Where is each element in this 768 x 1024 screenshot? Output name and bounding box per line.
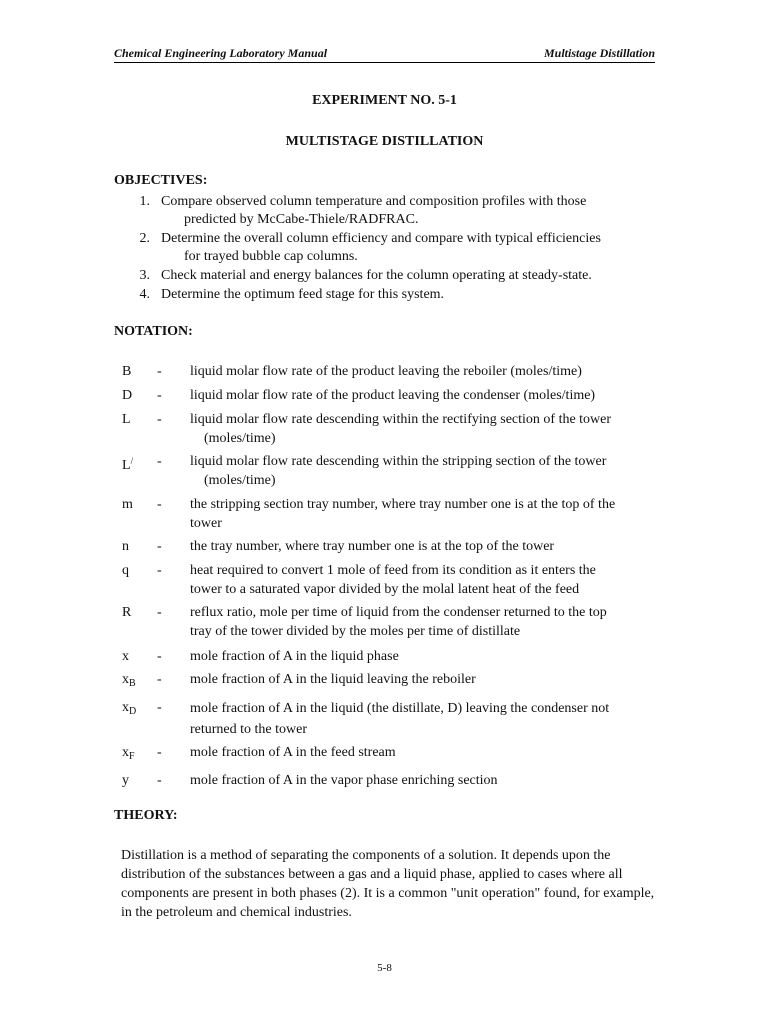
notation-dash: - <box>157 388 162 403</box>
objective-number: 2. <box>139 231 150 246</box>
notation-definition: the tray number, where tray number one is at the top of the tower <box>190 539 555 554</box>
notation-symbol: q <box>122 563 129 578</box>
notation-symbol: y <box>122 773 129 788</box>
experiment-title: EXPERIMENT NO. 5-1 <box>312 93 457 108</box>
notation-definition: liquid molar flow rate descending within the stripping section of the tower <box>190 454 607 469</box>
notation-definition: liquid molar flow rate descending within the rectifying section of the tower <box>190 412 612 427</box>
notation-symbol: m <box>122 497 133 512</box>
notation-definition: heat required to convert 1 mole of feed from its condition as it enters the <box>190 563 596 578</box>
theory-heading: THEORY: <box>114 808 178 823</box>
notation-definition: mole fraction of A in the vapor phase enriching section <box>190 773 498 788</box>
subscript: B <box>129 678 136 689</box>
notation-symbol: L <box>122 412 131 427</box>
notation-definition: mole fraction of A in the liquid (the distillate, D) leaving the condenser not <box>190 701 610 716</box>
header-manual-title: Chemical Engineering Laboratory Manual <box>114 46 328 60</box>
notation-heading: NOTATION: <box>114 324 193 339</box>
notation-symbol: R <box>122 605 132 620</box>
notation-symbol: x <box>122 649 129 664</box>
notation-symbol: $x_B$ <box>122 672 136 689</box>
notation-symbol: D <box>122 388 133 403</box>
notation-definition: liquid molar flow rate of the product leaving the reboiler (moles/time) <box>190 364 582 379</box>
notation-definition: mole fraction of A in the feed stream <box>190 745 396 760</box>
main-title: MULTISTAGE DISTILLATION <box>285 134 484 149</box>
notation-definition: mole fraction of A in the liquid leaving the reboiler <box>190 672 476 687</box>
objective-text: Determine the optimum feed stage for this system. <box>161 287 445 302</box>
notation-dash: - <box>157 672 162 687</box>
notation-symbol: $x_F$ <box>122 745 135 762</box>
objective-text-cont: predicted by McCabe-Thiele/RADFRAC. <box>184 212 419 227</box>
notation-definition: the stripping section tray number, where tray number one is at the top of the <box>190 497 616 512</box>
objectives-heading: OBJECTIVES: <box>114 173 208 188</box>
theory-paragraph: Distillation is a method of separating the components of a solution. It depends upon the distribution of the substances between a gas and a liquid phase, applied to cases where all components are present in both phases (2). It is a common "unit operation" found, for example, in the petroleum and chemical industries. <box>121 848 655 920</box>
objective-number: 1. <box>139 194 150 209</box>
objective-number: 4. <box>139 287 150 302</box>
page-number: 5-8 <box>377 962 392 974</box>
header-chapter-title: Multistage Distillation <box>543 46 655 60</box>
notation-symbol: $x_D$ <box>122 700 137 717</box>
notation-dash: - <box>157 605 162 620</box>
notation-dash: - <box>157 412 162 427</box>
objective-text: Check material and energy balances for the column operating at steady-state. <box>161 268 592 283</box>
notation-dash: - <box>157 700 162 715</box>
notation-dash: - <box>157 773 162 788</box>
notation-symbol: n <box>122 539 129 554</box>
subscript: D <box>129 706 137 717</box>
notation-definition-cont: (moles/time) <box>204 473 276 488</box>
notation-definition-cont: returned to the tower <box>190 722 308 737</box>
objective-text-cont: for trayed bubble cap columns. <box>184 249 358 264</box>
notation-dash: - <box>157 649 162 664</box>
objective-text: Determine the overall column efficiency and compare with typical efficiencies <box>161 231 601 246</box>
notation-definition: mole fraction of A in the liquid phase <box>190 649 399 664</box>
notation-dash: - <box>157 454 162 469</box>
notation-definition-cont: tower to a saturated vapor divided by the molal latent heat of the feed <box>190 582 580 597</box>
objective-text: Compare observed column temperature and composition profiles with those <box>161 194 587 209</box>
notation-dash: - <box>157 497 162 512</box>
notation-definition-cont: tower <box>190 516 222 531</box>
notation-dash: - <box>157 364 162 379</box>
subscript: F <box>129 751 135 762</box>
notation-dash: - <box>157 539 162 554</box>
notation-definition: liquid molar flow rate of the product leaving the condenser (moles/time) <box>190 388 596 403</box>
notation-definition-cont: (moles/time) <box>204 431 276 446</box>
notation-symbol: B <box>122 364 132 379</box>
notation-symbol: L/ <box>122 456 134 473</box>
prime-mark: / <box>130 456 134 466</box>
notation-definition-cont: tray of the tower divided by the moles per time of distillate <box>190 624 521 639</box>
notation-dash: - <box>157 563 162 578</box>
notation-definition: reflux ratio, mole per time of liquid from the condenser returned to the top <box>190 605 607 620</box>
page-header <box>114 44 655 63</box>
notation-dash: - <box>157 745 162 760</box>
objective-number: 3. <box>139 268 150 283</box>
